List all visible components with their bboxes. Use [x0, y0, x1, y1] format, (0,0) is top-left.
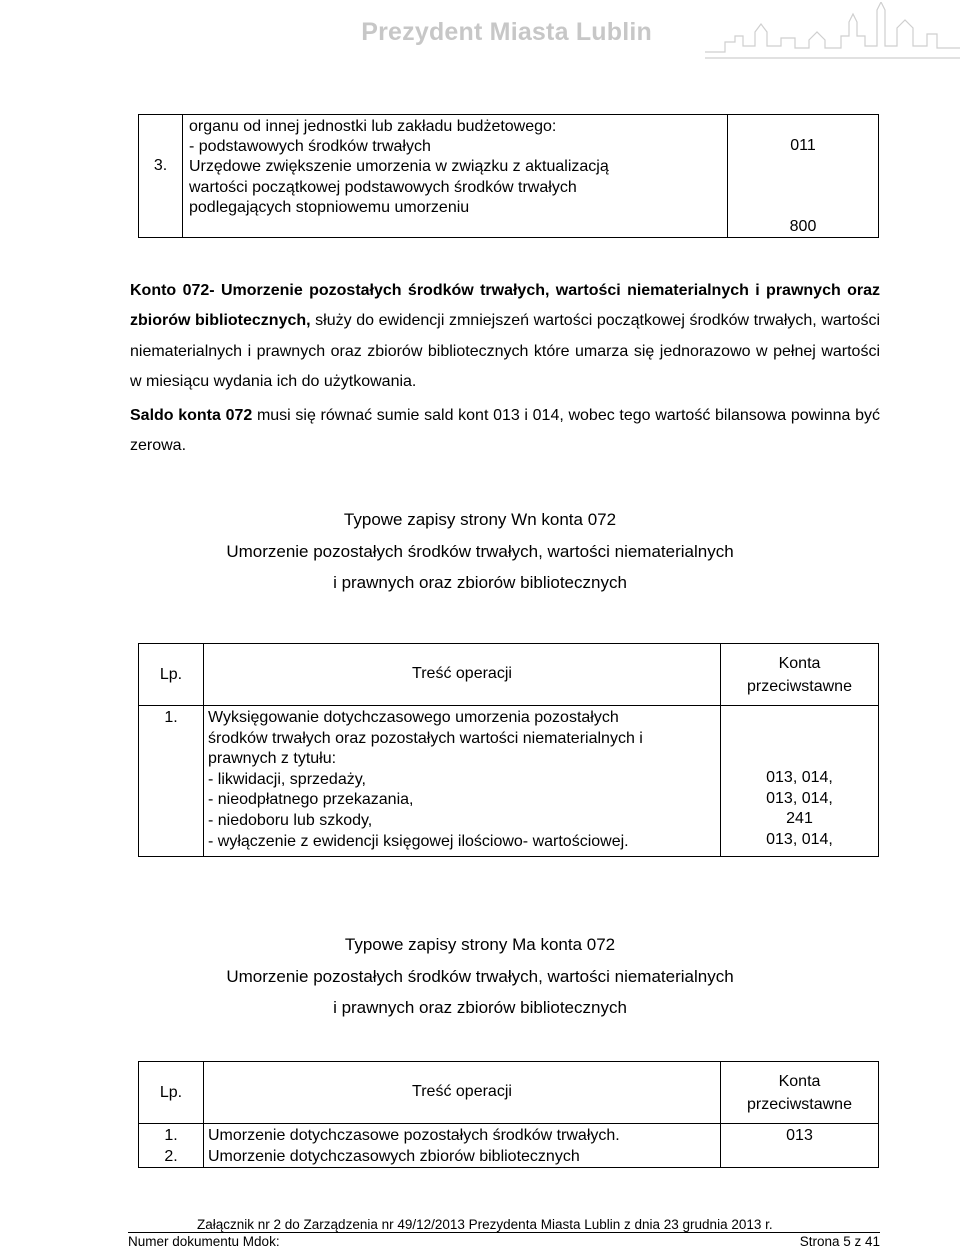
heading-line: Umorzenie pozostałych środków trwałych, wartości niematerialnych [226, 966, 734, 986]
row-konta [721, 706, 879, 857]
heading-line: i prawnych oraz zbiorów bibliotecznych [333, 998, 627, 1017]
tresc-line: - nieodpłatnego przekazania, [208, 791, 414, 809]
operation-description [183, 115, 728, 238]
account-line: 241 [786, 810, 813, 828]
heading-line: i prawnych oraz zbiorów bibliotecznych [333, 573, 627, 592]
tresc-line: Wyksięgowanie dotychczasowego umorzenia pozostałych [208, 709, 619, 726]
wn-table [138, 643, 879, 857]
header-konta-line1: Konta [778, 654, 821, 672]
header-tresc: Treść operacji [204, 1062, 721, 1124]
tresc-line: - likwidacji, sprzedaży, [208, 770, 366, 788]
account-line: 013, 014, [766, 769, 833, 786]
row-lp: 1. [139, 706, 204, 857]
header-lp: Lp. [139, 1062, 204, 1124]
continuation-table [138, 114, 879, 238]
header-konta [721, 1062, 879, 1124]
konto-title: Konto 072- Umorzenie pozostałych środków trwałych, wartości niematerialnych i prawnych oraz zbiorów bibliotecznych, [130, 282, 880, 330]
header-konta-line2: przeciwstawne [747, 677, 852, 695]
tresc-line: środków trwałych oraz pozostałych wartości niematerialnych i [208, 729, 643, 747]
row-tresc [204, 1124, 721, 1168]
account-line: 013, 014, [766, 789, 833, 807]
konto-text: służy do ewidencji zmniejszeń wartości początkowej środków trwałych, wartości niematerialnych i prawnych oraz zbiorów bibliotecznych które umarza się jednorazowo w pełnej wartości w miesiącu wydania ich do użytkowania. [130, 312, 880, 390]
city-skyline-logo [705, 2, 960, 64]
footer-doc-number: Numer dokumentu Mdok: [128, 1234, 280, 1249]
header-lp: Lp. [139, 644, 204, 706]
footer-divider [128, 1232, 880, 1233]
ma-table [138, 1061, 879, 1168]
description-line: wartości początkowej podstawowych środków trwałych [189, 178, 577, 196]
accounts-cell [728, 115, 879, 238]
tresc-line: Umorzenie dotychczasowe pozostałych środków trwałych. [208, 1127, 620, 1144]
account-line: 013, 014, [766, 830, 833, 848]
row-konta [721, 1124, 879, 1168]
konto-description [130, 276, 880, 397]
lp-value: 2. [164, 1147, 178, 1165]
heading-line: Typowe zapisy strony Ma konta 072 [344, 935, 616, 954]
row-lp [139, 1124, 204, 1168]
account-value: 800 [789, 217, 817, 235]
description-line: organu od innej jednostki lub zakładu budżetowego: [189, 118, 557, 135]
heading-line: Umorzenie pozostałych środków trwałych, wartości niematerialnych [226, 541, 734, 561]
heading-line: Typowe zapisy strony Wn konta 072 [343, 510, 617, 529]
tresc-line: - niedoboru lub szkody, [208, 811, 373, 829]
header-tresc: Treść operacji [204, 644, 721, 706]
lp-value: 1. [164, 1127, 178, 1144]
header-konta-line1: Konta [778, 1072, 821, 1090]
saldo-title: Saldo konta 072 [130, 407, 253, 424]
row-number: 3. [139, 115, 183, 238]
footer-page-number: Strona 5 z 41 [799, 1234, 880, 1249]
header-title: Prezydent Miasta Lublin [361, 18, 652, 46]
tresc-line: Umorzenie dotychczasowych zbiorów bibliotecznych [208, 1147, 580, 1165]
saldo-description [130, 401, 880, 462]
header-konta [721, 644, 879, 706]
header-konta-line2: przeciwstawne [747, 1095, 852, 1113]
description-line: - podstawowych środków trwałych [189, 138, 431, 156]
description-line: Urzędowe zwiększenie umorzenia w związku z aktualizacją [189, 158, 609, 176]
account-line: 013 [786, 1127, 813, 1144]
section-wn-heading [0, 504, 960, 599]
tresc-line: prawnych z tytułu: [208, 750, 337, 768]
account-value: 011 [790, 137, 816, 154]
tresc-line: - wyłączenie z ewidencji księgowej ilościowo- wartościowej. [208, 832, 629, 850]
description-line: podlegających stopniowemu umorzeniu [189, 198, 470, 216]
section-ma-heading [0, 929, 960, 1024]
saldo-text: musi się równać sumie sald kont 013 i 014, wobec tego wartość bilansowa powinna być zerowa. [130, 407, 881, 455]
footer-attachment: Załącznik nr 2 do Zarządzenia nr 49/12/2013 Prezydenta Miasta Lublin z dnia 23 grudnia 2013 r. [197, 1217, 773, 1232]
row-tresc [204, 706, 721, 857]
